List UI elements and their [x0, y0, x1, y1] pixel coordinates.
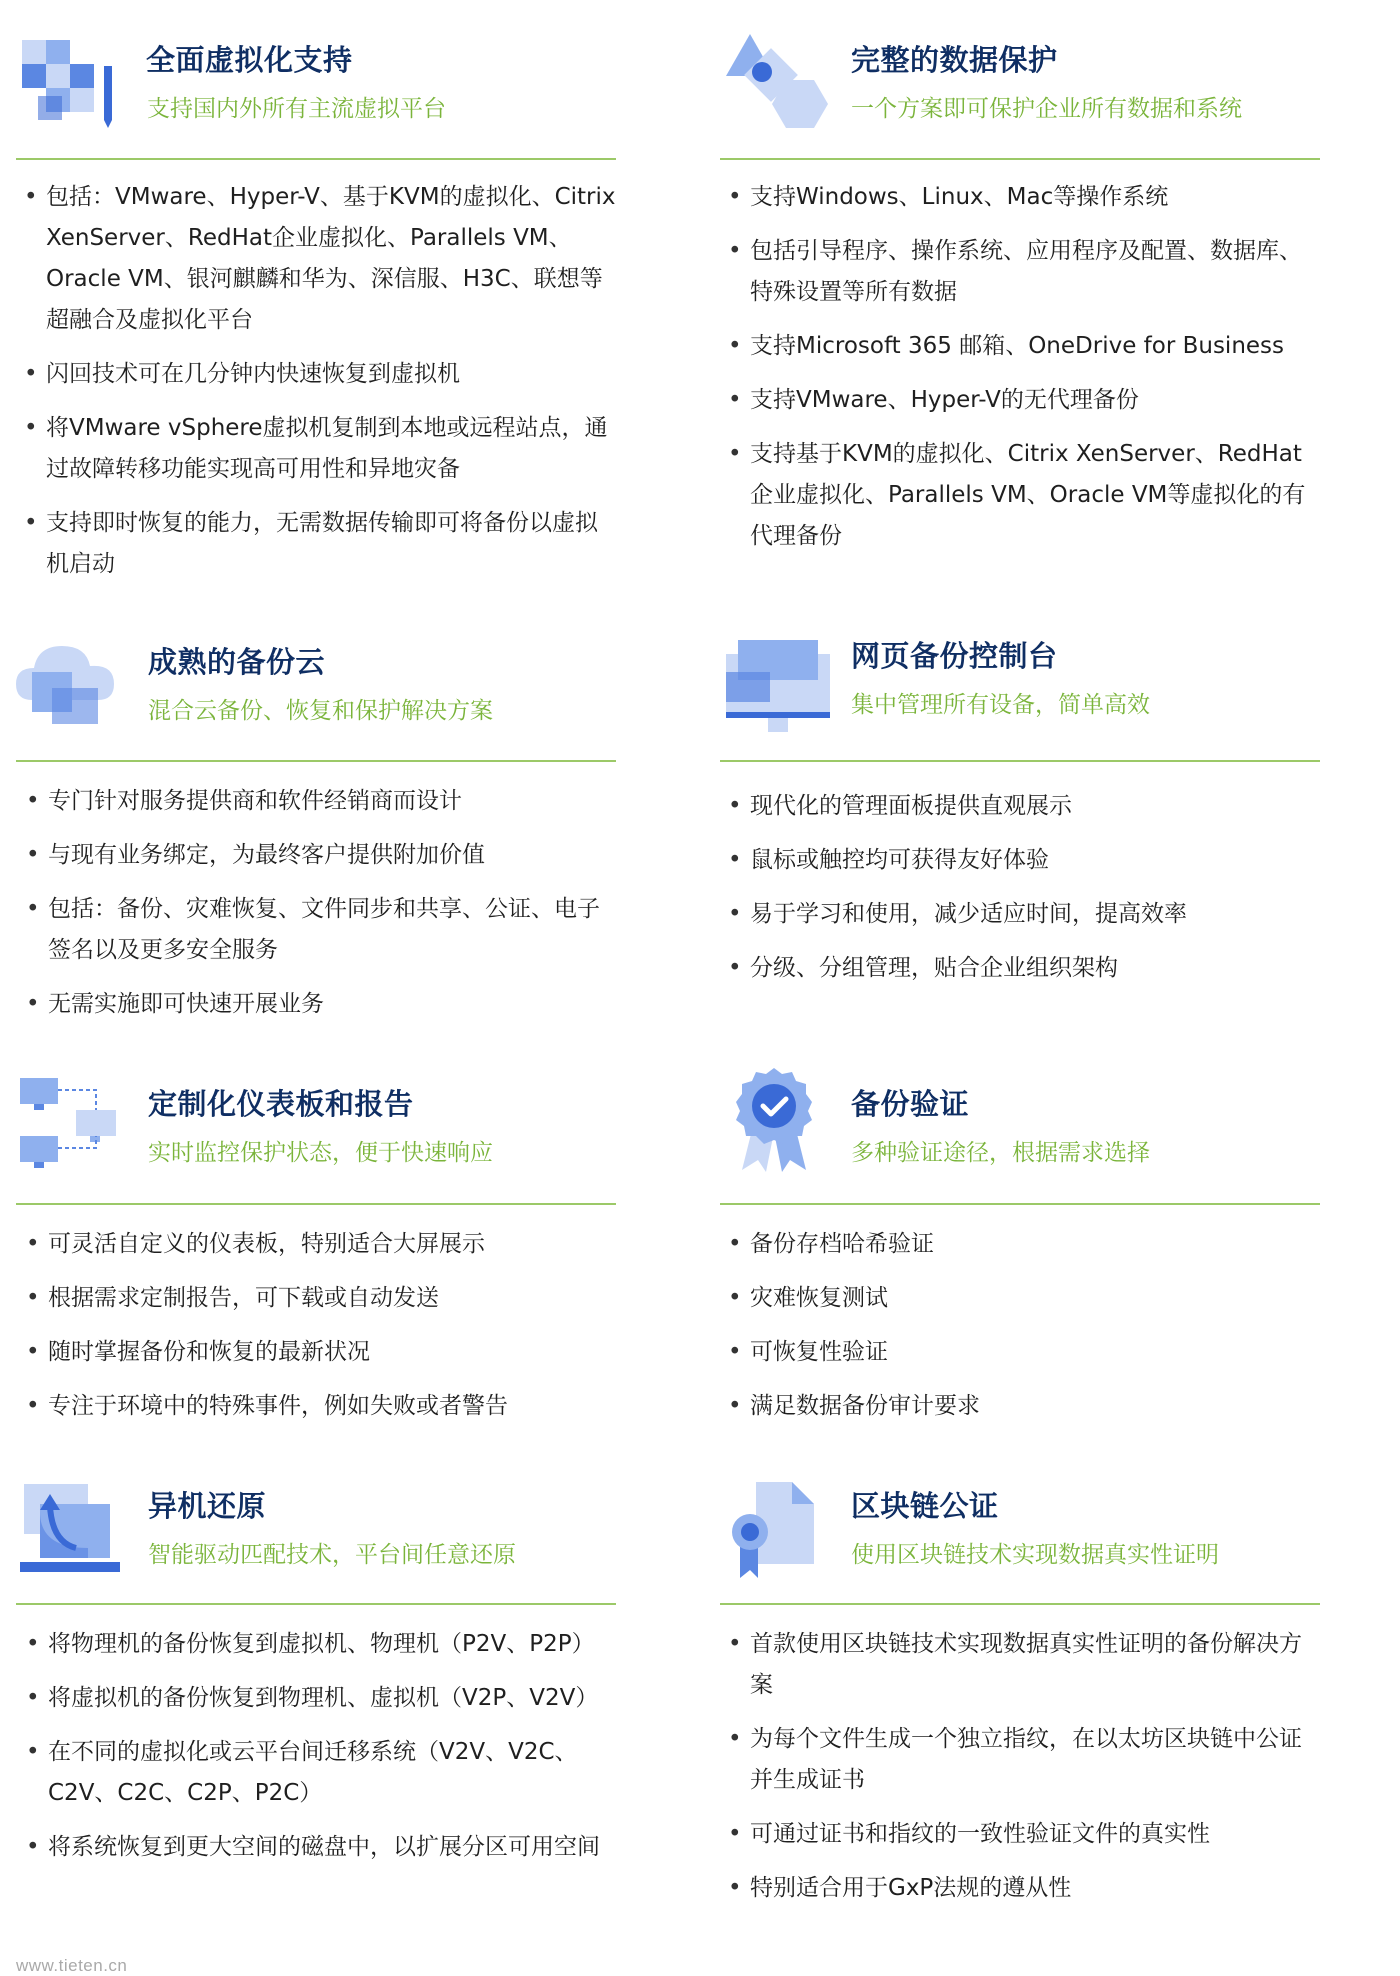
feature-title: 定制化仪表板和报告 — [148, 1087, 414, 1121]
list-item: • 将虚拟机的备份恢复到物理机、虚拟机（V2P、V2V） — [20, 1678, 618, 1719]
list-item: • 将VMware vSphere虚拟机复制到本地或远程站点，通过故障转移功能实现高可用性和异地灾备 — [18, 408, 618, 490]
list-item: • 无需实施即可快速开展业务 — [20, 984, 618, 1025]
feature-bullet-list — [722, 1224, 1320, 1440]
list-item: • 根据需求定制报告，可下载或自动发送 — [20, 1278, 618, 1319]
monitor-console-icon — [720, 636, 836, 736]
feature-bullet-list — [20, 1624, 618, 1881]
feature-title: 区块链公证 — [851, 1489, 999, 1523]
list-item: • 支持VMware、Hyper-V的无代理备份 — [722, 380, 1320, 421]
cloud-icon — [14, 630, 120, 730]
list-item: • 易于学习和使用，减少适应时间，提高效率 — [722, 894, 1320, 935]
list-item: • 支持Windows、Linux、Mac等操作系统 — [722, 177, 1320, 218]
feature-bullet-list — [20, 781, 618, 1038]
feature-subtitle: 集中管理所有设备，简单高效 — [851, 692, 1150, 718]
list-item: • 闪回技术可在几分钟内快速恢复到虚拟机 — [18, 354, 618, 395]
divider — [720, 760, 1320, 762]
feature-subtitle: 智能驱动匹配技术，平台间任意还原 — [148, 1542, 516, 1568]
divider — [16, 1203, 616, 1205]
list-item: • 专注于环境中的特殊事件，例如失败或者警告 — [20, 1386, 618, 1427]
feature-bullet-list — [18, 177, 618, 598]
list-item: • 特别适合用于GxP法规的遵从性 — [722, 1868, 1320, 1909]
list-item: • 包括：VMware、Hyper-V、基于KVM的虚拟化、Citrix XenServer、RedHat企业虚拟化、Parallels VM、Oracle VM、银河麒麟和华为、深信服、H3C、联想等超融合及虚拟化平台 — [18, 177, 618, 341]
list-item: • 与现有业务绑定，为最终客户提供附加价值 — [20, 835, 618, 876]
certificate-document-icon — [730, 1478, 822, 1582]
list-item: • 可通过证书和指纹的一致性验证文件的真实性 — [722, 1814, 1320, 1855]
list-item: • 备份存档哈希验证 — [722, 1224, 1320, 1265]
footer-watermark: www.tieten.cn — [16, 1956, 128, 1975]
feature-subtitle: 支持国内外所有主流虚拟平台 — [147, 96, 446, 122]
list-item: • 将系统恢复到更大空间的磁盘中，以扩展分区可用空间 — [20, 1827, 618, 1868]
list-item: • 将物理机的备份恢复到虚拟机、物理机（P2V、P2P） — [20, 1624, 618, 1665]
divider — [16, 158, 616, 160]
list-item: • 包括引导程序、操作系统、应用程序及配置、数据库、特殊设置等所有数据 — [722, 231, 1320, 313]
feature-title: 成熟的备份云 — [148, 645, 326, 679]
feature-bullet-list — [722, 786, 1320, 1002]
list-item: • 首款使用区块链技术实现数据真实性证明的备份解决方案 — [722, 1624, 1320, 1706]
list-item: • 包括：备份、灾难恢复、文件同步和共享、公证、电子签名以及更多安全服务 — [20, 889, 618, 971]
feature-subtitle: 实时监控保护状态，便于快速响应 — [148, 1140, 493, 1166]
feature-title: 备份验证 — [851, 1087, 970, 1121]
feature-title: 异机还原 — [148, 1489, 267, 1523]
divider — [16, 760, 616, 762]
virtualization-icon — [18, 36, 122, 132]
feature-title: 网页备份控制台 — [851, 639, 1058, 673]
list-item: • 支持Microsoft 365 邮箱、OneDrive for Business — [722, 326, 1320, 367]
feature-title: 完整的数据保护 — [851, 43, 1058, 77]
list-item: • 现代化的管理面板提供直观展示 — [722, 786, 1320, 827]
feature-bullet-list — [722, 177, 1320, 570]
list-item: • 为每个文件生成一个独立指纹，在以太坊区块链中公证并生成证书 — [722, 1719, 1320, 1801]
divider — [16, 1603, 616, 1605]
badge-check-icon — [732, 1066, 816, 1174]
list-item: • 满足数据备份审计要求 — [722, 1386, 1320, 1427]
divider — [720, 158, 1320, 160]
list-item: • 支持基于KVM的虚拟化、Citrix XenServer、RedHat企业虚拟化、Parallels VM、Oracle VM等虚拟化的有代理备份 — [722, 434, 1320, 557]
feature-bullet-list — [722, 1624, 1320, 1922]
divider — [720, 1603, 1320, 1605]
feature-subtitle: 使用区块链技术实现数据真实性证明 — [851, 1542, 1219, 1568]
list-item: • 可恢复性验证 — [722, 1332, 1320, 1373]
list-item: • 分级、分组管理，贴合企业组织架构 — [722, 948, 1320, 989]
list-item: • 专门针对服务提供商和软件经销商而设计 — [20, 781, 618, 822]
list-item: • 在不同的虚拟化或云平台间迁移系统（V2V、V2C、C2V、C2C、C2P、P2C） — [20, 1732, 618, 1814]
feature-title: 全面虚拟化支持 — [146, 43, 353, 77]
list-item: • 可灵活自定义的仪表板，特别适合大屏展示 — [20, 1224, 618, 1265]
divider — [720, 1203, 1320, 1205]
list-item: • 支持即时恢复的能力，无需数据传输即可将备份以虚拟机启动 — [18, 503, 618, 585]
list-item: • 随时掌握备份和恢复的最新状况 — [20, 1332, 618, 1373]
dashboard-network-icon — [18, 1074, 118, 1170]
feature-subtitle: 混合云备份、恢复和保护解决方案 — [148, 698, 493, 724]
feature-subtitle: 多种验证途径，根据需求选择 — [851, 1140, 1150, 1166]
laptop-restore-icon — [18, 1482, 122, 1578]
list-item: • 灾难恢复测试 — [722, 1278, 1320, 1319]
feature-subtitle: 一个方案即可保护企业所有数据和系统 — [851, 96, 1242, 122]
shapes-protection-icon — [722, 30, 832, 130]
feature-bullet-list — [20, 1224, 618, 1440]
list-item: • 鼠标或触控均可获得友好体验 — [722, 840, 1320, 881]
